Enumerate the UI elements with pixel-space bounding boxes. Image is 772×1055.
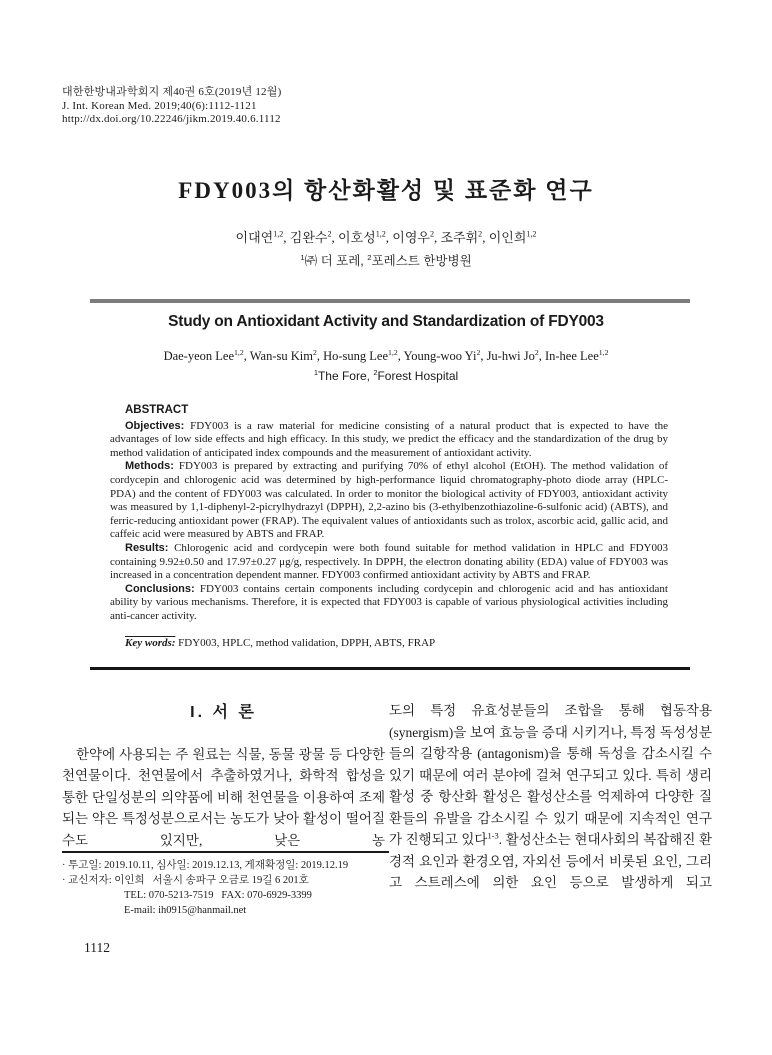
- author-superscript: 1,2: [273, 229, 284, 239]
- author-separator: ,: [283, 230, 290, 245]
- author-name: 이호성: [338, 230, 376, 245]
- affiliation-superscript: 1: [313, 368, 318, 377]
- abstract-methods: [110, 460, 668, 542]
- author-kr: [290, 230, 338, 245]
- author-kr: [392, 230, 440, 245]
- author-superscript: 1,2: [526, 229, 537, 239]
- author-superscript: 2: [327, 229, 332, 239]
- korean-affiliation: [61, 251, 711, 269]
- keywords-line: [110, 637, 668, 651]
- author-name: Ju-hwi Jo: [486, 349, 535, 363]
- author-kr: [338, 230, 392, 245]
- journal-header: [62, 86, 281, 127]
- keywords-label: Key words:: [125, 636, 176, 649]
- english-affiliation: [61, 369, 711, 383]
- author-superscript: 2: [476, 347, 481, 357]
- body-paragraph-right: [389, 700, 712, 894]
- doi-link: http://dx.doi.org/10.22246/jikm.2019.40.6.1112: [62, 113, 281, 125]
- abstract-objectives: [110, 420, 668, 461]
- author-name: In-hee Lee: [544, 349, 599, 363]
- top-divider-rule: [90, 299, 690, 303]
- author-en: [164, 349, 250, 363]
- english-title: Study on Antioxidant Activity and Standardization of FDY003: [168, 313, 604, 330]
- author-en: [545, 349, 608, 363]
- author-superscript: 1,2: [234, 347, 244, 357]
- author-separator: ,: [433, 230, 441, 245]
- author-name: 이대연: [235, 230, 274, 245]
- body-left-column: [62, 700, 385, 851]
- affiliation-superscript: 2: [373, 368, 378, 377]
- abstract-section: [110, 404, 668, 650]
- author-separator: ,: [331, 230, 339, 245]
- conclusions-text: FDY003 contains certain components including cordycepin and chlorogenic acid and has antioxidant ability by various mechanisms. Therefore, it is expected that FDY003 is capable of various physiological activities including anti-cancer activity.: [110, 582, 668, 622]
- author-name: Young-woo Yi: [403, 349, 477, 363]
- bottom-divider-rule: [90, 667, 690, 670]
- objectives-label: Objectives:: [125, 419, 191, 432]
- author-superscript: 2: [478, 229, 483, 239]
- author-en: [487, 349, 545, 363]
- affiliation-org: Forest Hospital: [377, 369, 459, 383]
- author-en: [250, 349, 323, 363]
- affiliation-org: The Fore,: [317, 369, 374, 383]
- author-name: Wan-su Kim: [249, 349, 313, 363]
- author-separator: ,: [385, 230, 393, 245]
- author-en: [404, 349, 487, 363]
- affiliation-superscript: 2: [367, 252, 372, 262]
- author-separator: ,: [316, 349, 324, 363]
- results-text: Chlorogenic acid and cordycepin were both found suitable for method validation in HPLC and FDY003 containing 9.92±0.50 and 17.97±0.27 μg/g, respectively. In DPPH, the electron donating ability (EDA) value of FDY003 was increased in a concentration dependent manner. FDY003 confirmed antioxidant activity by ABTS and FRAP.: [110, 541, 668, 582]
- author-separator: ,: [482, 230, 489, 245]
- english-author-line: [61, 349, 711, 364]
- author-superscript: 1,2: [598, 347, 609, 357]
- methods-text: FDY003 is prepared by extracting and purifying 70% of ethyl alcohol (EtOH). The method validation of cordycepin and chlorogenic acid was determined by high-performance liquid chromatography-photo diode array (HPLC-PDA) and the content of FDY003 was calculated. In order to monitor the biological activity of FDY003, antioxidant activity was measured by 1,1-diphenyl-2-picrylhydrazyl (DPPH), 2,2-azino bis (3-ethylbenzothiazoline-6-sulfonic acid) (ABTS), and ferric-reducing antioxidant power (FRAP). The equivalent values of antioxidants such as trolox, ascorbic acid, gallic acid, and caffeic acid were measured by ABTS and FRAP.: [110, 460, 668, 541]
- author-separator: ,: [480, 349, 487, 363]
- author-separator: ,: [397, 349, 404, 363]
- author-name: Dae-yeon Lee: [163, 349, 235, 363]
- conclusions-label: Conclusions:: [125, 582, 200, 595]
- author-en: [323, 349, 403, 363]
- results-label: Results:: [125, 541, 175, 554]
- section-heading-introduction: I. 서 론: [190, 704, 257, 721]
- author-separator: ,: [243, 349, 250, 363]
- author-kr: [489, 230, 537, 245]
- body-right-column: [389, 700, 712, 894]
- footnote-email: E-mail: ih0915@hanmail.net: [124, 905, 247, 916]
- author-name: Ho-sung Lee: [323, 349, 389, 363]
- body-text: . 활성산소는 현대사회의 복잡해진 환경적 요인과 환경오염, 자외선 등에서 비롯된 요인, 그리고 스트레스에 의한 요인 등으로 발생하게 되고: [389, 832, 712, 890]
- author-name: 조주휘: [440, 230, 479, 245]
- affiliation-superscript: 1: [300, 252, 305, 262]
- footnote-tel-fax: TEL: 070-5213-7519 FAX: 070-6929-3399: [124, 890, 312, 901]
- affiliation-org: ㈜ 더 포레,: [304, 254, 368, 268]
- author-superscript: 1,2: [375, 229, 386, 239]
- page-number: 1112: [84, 940, 110, 955]
- body-text: 도의 특정 유효성분들의 조합을 통해 협동작용 (synergism)을 보여 효능을 증대 시키거나, 특정 독성성분들의 길항작용 (antagonism)을 통해 독성을 감소시킬 수 있기 때문에 여러 분야에 걸쳐 연구되고 있다. 특히 생리활성 중 항산화 활성은 활성산소를 억제하여 다양한 질환들의 유발을 감소시킬 수 있기 때문에 지속적인 연구가 진행되고 있다: [389, 703, 712, 847]
- keywords-text: FDY003, HPLC, method validation, DPPH, ABTS, FRAP: [175, 636, 436, 649]
- abstract-conclusions: [110, 583, 668, 624]
- author-superscript: 2: [312, 347, 317, 357]
- korean-author-line: [61, 227, 711, 246]
- author-name: 김완수: [289, 230, 328, 245]
- objectives-text: FDY003 is a raw material for medicine consisting of a natural product that is expected to have the advantages of low side effects and high efficacy. In this study, we predict the efficacy and the standardization of the drug by method validation of anticipated index compounds and the measurement of antioxidant activity.: [110, 419, 669, 459]
- author-superscript: 2: [534, 347, 539, 357]
- footnote-dates: · 투고일: 2019.10.11, 심사일: 2019.12.13, 게재확정일: 2019.12.19: [62, 860, 349, 871]
- author-superscript: 1,2: [388, 347, 398, 357]
- korean-title: FDY003의 항산화활성 및 표준화 연구: [178, 178, 594, 203]
- author-kr: [236, 230, 290, 245]
- footnote-corresponding-author: · 교신저자: 이인희 서울시 송파구 오금로 19길 6 201호: [62, 875, 309, 886]
- author-name: 이인희: [488, 230, 527, 245]
- author-name: 이영우: [392, 230, 430, 245]
- abstract-heading: ABSTRACT: [125, 404, 189, 416]
- journal-name-korean: 대한한방내과학회지 제40권 6호(2019년 12월): [62, 86, 282, 98]
- abstract-results: [110, 542, 668, 583]
- affiliation-org: 포레스트 한방병원: [371, 254, 472, 268]
- body-paragraph-left: 한약에 사용되는 주 원료는 식물, 동물 광물 등 다양한 천연물이다. 천연물에서 추출하였거나, 화학적 합성을 통한 단일성분의 의약품에 비해 천연물을 이용하여 조제되는 약은 특정성분으로서는 농도가 낮아 활성이 떨어질 수도 있지만, 낮은 농: [62, 746, 385, 848]
- journal-citation: J. Int. Korean Med. 2019;40(6):1112-1121: [62, 99, 257, 112]
- author-separator: ,: [538, 349, 545, 363]
- citation-superscript: 1-3: [487, 831, 499, 841]
- footnote-block: [62, 851, 389, 918]
- author-superscript: 2: [429, 229, 434, 239]
- author-kr: [440, 230, 488, 245]
- methods-label: Methods:: [125, 460, 179, 473]
